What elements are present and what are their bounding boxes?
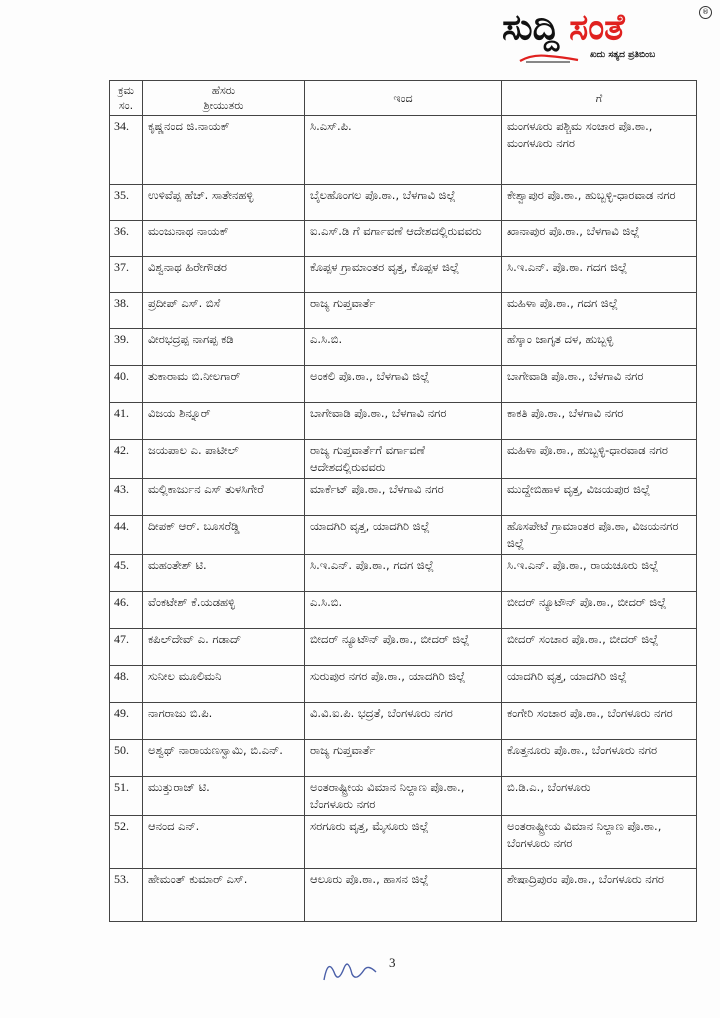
cell-to: ಸಿ.ಇ.ಎನ್. ಪೊ.ಠಾ. ಗದಗ ಜಿಲ್ಲೆ bbox=[502, 257, 697, 293]
cell-from: ಎ.ಸಿ.ಬಿ. bbox=[305, 592, 502, 629]
cell-name: ವೀರಭದ್ರಪ್ಪ ನಾಗಪ್ಪ ಕಡಿ bbox=[143, 329, 305, 366]
cell-name: ಜಯಪಾಲ ಎ. ಪಾಟೀಲ್ bbox=[143, 440, 305, 479]
table-row bbox=[110, 403, 697, 440]
cell-to: ಯಾದಗಿರಿ ವೃತ್ತ, ಯಾದಗಿರಿ ಜಿಲ್ಲೆ bbox=[502, 666, 697, 703]
car-swoosh-icon bbox=[518, 52, 580, 64]
cell-name: ವೆಂಕಟೇಶ್ ಕೆ.ಯಡಹಳ್ಳಿ bbox=[143, 592, 305, 629]
cell-from: ರಾಜ್ಯ ಗುಪ್ತವಾರ್ತೆಗೆ ವರ್ಗಾವಣೆ ಆದೇಶದಲ್ಲಿರುವವರು bbox=[305, 440, 502, 479]
table-header-row bbox=[110, 81, 697, 116]
cell-from: ಎ.ಸಿ.ಬಿ. bbox=[305, 329, 502, 366]
cell-name: ಸುನೀಲ ಮೂಲಿಮನಿ bbox=[143, 666, 305, 703]
cell-from: ಮಾರ್ಕೆಟ್ ಪೊ.ಠಾ., ಬೆಳಗಾವಿ ನಗರ bbox=[305, 479, 502, 516]
cell-serial: 34. bbox=[110, 116, 143, 185]
cell-serial: 36. bbox=[110, 221, 143, 257]
cell-to: ಬೀದರ್ ಸಂಚಾರ ಪೊ.ಠಾ., ಬೀದರ್ ಜಿಲ್ಲೆ bbox=[502, 629, 697, 666]
cell-name: ವಿಜಯ ಶಿನ್ನೂರ್ bbox=[143, 403, 305, 440]
table-row bbox=[110, 555, 697, 592]
logo-word-2: ಸಂತೆ bbox=[569, 7, 625, 48]
cell-name: ಹೇಮಂತ್ ಕುಮಾರ್ ಎಸ್. bbox=[143, 869, 305, 922]
cell-name: ಪ್ರದೀಪ್ ಎಸ್. ಬಿಸೆ bbox=[143, 293, 305, 329]
cell-from: ಸುರುಪುರ ನಗರ ಪೊ.ಠಾ., ಯಾದಗಿರಿ ಜಿಲ್ಲೆ bbox=[305, 666, 502, 703]
cell-serial: 40. bbox=[110, 366, 143, 403]
header-serial bbox=[110, 81, 143, 116]
cell-from: ಯಾದಗಿರಿ ವೃತ್ತ, ಯಾದಗಿರಿ ಜಿಲ್ಲೆ bbox=[305, 516, 502, 555]
table-row bbox=[110, 366, 697, 403]
cell-from: ರಾಜ್ಯ ಗುಪ್ತವಾರ್ತೆ bbox=[305, 740, 502, 777]
cell-to: ಬಿ.ಡಿ.ಎ., ಬೆಂಗಳೂರು bbox=[502, 777, 697, 816]
table-row bbox=[110, 703, 697, 740]
brand-logo bbox=[502, 6, 712, 70]
cell-to: ಅಂತರಾಷ್ಟ್ರೀಯ ವಿಮಾನ ನಿಲ್ದಾಣ ಪೊ.ಠಾ., ಬೆಂಗಳೂರು ನಗರ bbox=[502, 816, 697, 869]
cell-to: ಮಂಗಳೂರು ಪಶ್ಚಿಮ ಸಂಚಾರ ಪೊ.ಠಾ., ಮಂಗಳೂರು ನಗರ bbox=[502, 116, 697, 185]
cell-from: ಸಿ.ಇ.ಎನ್. ಪೊ.ಠಾ., ಗದಗ ಜಿಲ್ಲೆ bbox=[305, 555, 502, 592]
cell-to: ಕೊತ್ತನೂರು ಪೊ.ಠಾ., ಬೆಂಗಳೂರು ನಗರ bbox=[502, 740, 697, 777]
cell-name: ಮಹಂತೇಶ್ ಟಿ. bbox=[143, 555, 305, 592]
cell-to: ಮುದ್ದೇಬಿಹಾಳ ವೃತ್ತ, ವಿಜಯಪುರ ಜಿಲ್ಲೆ bbox=[502, 479, 697, 516]
cell-serial: 50. bbox=[110, 740, 143, 777]
cell-name: ತುಕಾರಾಮ ಬಿ.ನೀಲಗಾರ್ bbox=[143, 366, 305, 403]
cell-serial: 39. bbox=[110, 329, 143, 366]
cell-from: ರಾಜ್ಯ ಗುಪ್ತವಾರ್ತೆ bbox=[305, 293, 502, 329]
cell-serial: 48. bbox=[110, 666, 143, 703]
cell-to: ಮಹಿಳಾ ಪೊ.ಠಾ., ಹುಬ್ಬಳ್ಳಿ-ಧಾರವಾಡ ನಗರ bbox=[502, 440, 697, 479]
cell-to: ಖಾನಾಪುರ ಪೊ.ಠಾ., ಬೆಳಗಾವಿ ಜಿಲ್ಲೆ bbox=[502, 221, 697, 257]
cell-from: ಕೊಪ್ಪಳ ಗ್ರಾಮಾಂತರ ವೃತ್ತ, ಕೊಪ್ಪಳ ಜಿಲ್ಲೆ bbox=[305, 257, 502, 293]
cell-from: ಆಲೂರು ಪೊ.ಠಾ., ಹಾಸನ ಜಿಲ್ಲೆ bbox=[305, 869, 502, 922]
logo-tagline: ಖದು ಸತ್ಯದ ಪ್ರತಿಬಿಂಬ bbox=[590, 50, 656, 60]
header-from: ಇಂದ bbox=[305, 81, 502, 116]
cell-name: ಕೃಷ್ಣನಂದ ಜಿ.ನಾಯಕ್ bbox=[143, 116, 305, 185]
cell-to: ಸಿ.ಇ.ಎನ್. ಪೊ.ಠಾ., ರಾಯಚೂರು ಜಿಲ್ಲೆ bbox=[502, 555, 697, 592]
signature-mark bbox=[318, 950, 398, 990]
cell-serial: 52. bbox=[110, 816, 143, 869]
table-row bbox=[110, 516, 697, 555]
header-serial-line1: ಕ್ರಮ bbox=[118, 84, 134, 97]
logo-word-1: ಸುದ್ದಿ bbox=[502, 7, 560, 48]
cell-from: ವಿ.ವಿ.ಐ.ಪಿ. ಭದ್ರತೆ, ಬೆಂಗಳೂರು ನಗರ bbox=[305, 703, 502, 740]
page-number: 3 bbox=[389, 955, 396, 970]
table-row bbox=[110, 221, 697, 257]
cell-from: ಸರಗೂರು ವೃತ್ತ, ಮೈಸೂರು ಜಿಲ್ಲೆ bbox=[305, 816, 502, 869]
cell-serial: 47. bbox=[110, 629, 143, 666]
cell-to: ಕೇಶ್ವಾಪುರ ಪೊ.ಠಾ., ಹುಬ್ಬಳ್ಳಿ-ಧಾರವಾಡ ನಗರ bbox=[502, 185, 697, 221]
cell-to: ಕಾಕತಿ ಪೊ.ಠಾ., ಬೆಳಗಾವಿ ನಗರ bbox=[502, 403, 697, 440]
cell-serial: 53. bbox=[110, 869, 143, 922]
cell-to: ಬಾಗೇವಾಡಿ ಪೊ.ಠಾ., ಬೆಳಗಾವಿ ನಗರ bbox=[502, 366, 697, 403]
cell-to: ಹೆಸ್ಕಾಂ ಜಾಗೃತ ದಳ, ಹುಬ್ಬಳ್ಳಿ bbox=[502, 329, 697, 366]
cell-name: ಕಪಿಲ್‌ದೇವ್ ಎ. ಗಡಾದ್ bbox=[143, 629, 305, 666]
cell-serial: 45. bbox=[110, 555, 143, 592]
cell-serial: 51. bbox=[110, 777, 143, 816]
cell-serial: 49. bbox=[110, 703, 143, 740]
table-row bbox=[110, 257, 697, 293]
cell-from: ಸಿ.ಎಸ್.ಪಿ. bbox=[305, 116, 502, 185]
cell-from: ಐ.ಎಸ್.ಡಿ ಗೆ ವರ್ಗಾವಣೆ ಆದೇಶದಲ್ಲಿರುವವರು bbox=[305, 221, 502, 257]
cell-serial: 43. bbox=[110, 479, 143, 516]
table-row bbox=[110, 479, 697, 516]
cell-from: ಬೀದರ್ ನ್ಯೂಟೌನ್ ಪೊ.ಠಾ., ಬೀದರ್ ಜಿಲ್ಲೆ bbox=[305, 629, 502, 666]
cell-name: ದೀಪಕ್ ಆರ್. ಬೂಸರೆಡ್ಡಿ bbox=[143, 516, 305, 555]
cell-to: ಹೊಸಪೇಟೆ ಗ್ರಾಮಾಂತರ ಪೊ.ಠಾ, ವಿಜಯನಗರ ಜಿಲ್ಲೆ bbox=[502, 516, 697, 555]
cell-from: ಅಂತರಾಷ್ಟ್ರೀಯ ವಿಮಾನ ನಿಲ್ದಾಣ ಪೊ.ಠಾ., ಬೆಂಗಳೂರು ನಗರ bbox=[305, 777, 502, 816]
cell-name: ಮುತ್ತುರಾಜ್ ಟಿ. bbox=[143, 777, 305, 816]
table-row bbox=[110, 592, 697, 629]
cell-to: ಮಹಿಳಾ ಪೊ.ಠಾ., ಗದಗ ಜಿಲ್ಲೆ bbox=[502, 293, 697, 329]
transfer-table bbox=[109, 80, 697, 922]
header-name bbox=[143, 81, 305, 116]
table-row bbox=[110, 740, 697, 777]
header-serial-line2: ಸಂ. bbox=[118, 99, 134, 112]
cell-serial: 44. bbox=[110, 516, 143, 555]
header-name-line2: ಶ್ರೀಯುತರು bbox=[203, 99, 244, 112]
logo-wordmark bbox=[502, 6, 625, 50]
registered-mark: ® bbox=[699, 6, 712, 19]
table-row bbox=[110, 666, 697, 703]
table-row bbox=[110, 777, 697, 816]
cell-name: ಉಳಿವೆಪ್ಪ ಹೆಚ್. ಸಾತೇನಹಳ್ಳಿ bbox=[143, 185, 305, 221]
cell-from: ಅಂಕಲಿ ಪೊ.ಠಾ., ಬೆಳಗಾವಿ ಜಿಲ್ಲೆ bbox=[305, 366, 502, 403]
cell-to: ಶೇಷಾದ್ರಿಪುರಂ ಪೊ.ಠಾ., ಬೆಂಗಳೂರು ನಗರ bbox=[502, 869, 697, 922]
cell-serial: 41. bbox=[110, 403, 143, 440]
table-row bbox=[110, 329, 697, 366]
cell-from: ಬೈಲಹೊಂಗಲ ಪೊ.ಠಾ., ಬೆಳಗಾವಿ ಜಿಲ್ಲೆ bbox=[305, 185, 502, 221]
table-row bbox=[110, 869, 697, 922]
cell-name: ಮಂಜುನಾಥ ನಾಯಕ್ bbox=[143, 221, 305, 257]
table-row bbox=[110, 116, 697, 185]
cell-to: ಬೀದರ್ ನ್ಯೂಟೌನ್ ಪೊ.ಠಾ., ಬೀದರ್ ಜಿಲ್ಲೆ bbox=[502, 592, 697, 629]
cell-to: ಕಂಗೇರಿ ಸಂಚಾರ ಪೊ.ಠಾ., ಬೆಂಗಳೂರು ನಗರ bbox=[502, 703, 697, 740]
cell-name: ಆನಂದ ಎನ್. bbox=[143, 816, 305, 869]
cell-name: ಅಶ್ವಥ್ ನಾರಾಯಣಸ್ವಾಮಿ, ಬಿ.ಎನ್. bbox=[143, 740, 305, 777]
cell-name: ವಿಶ್ವನಾಥ ಹಿರೇಗೌಡರ bbox=[143, 257, 305, 293]
table-row bbox=[110, 629, 697, 666]
cell-serial: 37. bbox=[110, 257, 143, 293]
cell-serial: 38. bbox=[110, 293, 143, 329]
table-row bbox=[110, 440, 697, 479]
cell-name: ನಾಗರಾಜು ಬಿ.ಪಿ. bbox=[143, 703, 305, 740]
cell-name: ಮಲ್ಲಿಕಾರ್ಜುನ ಎಸ್ ತುಳಸಿಗೇರೆ bbox=[143, 479, 305, 516]
table-row bbox=[110, 816, 697, 869]
header-name-line1: ಹೆಸರು bbox=[211, 84, 236, 97]
table-row bbox=[110, 185, 697, 221]
table-row bbox=[110, 293, 697, 329]
cell-from: ಬಾಗೇವಾಡಿ ಪೊ.ಠಾ., ಬೆಳಗಾವಿ ನಗರ bbox=[305, 403, 502, 440]
cell-serial: 42. bbox=[110, 440, 143, 479]
cell-serial: 35. bbox=[110, 185, 143, 221]
cell-serial: 46. bbox=[110, 592, 143, 629]
header-to: ಗೆ bbox=[502, 81, 697, 116]
